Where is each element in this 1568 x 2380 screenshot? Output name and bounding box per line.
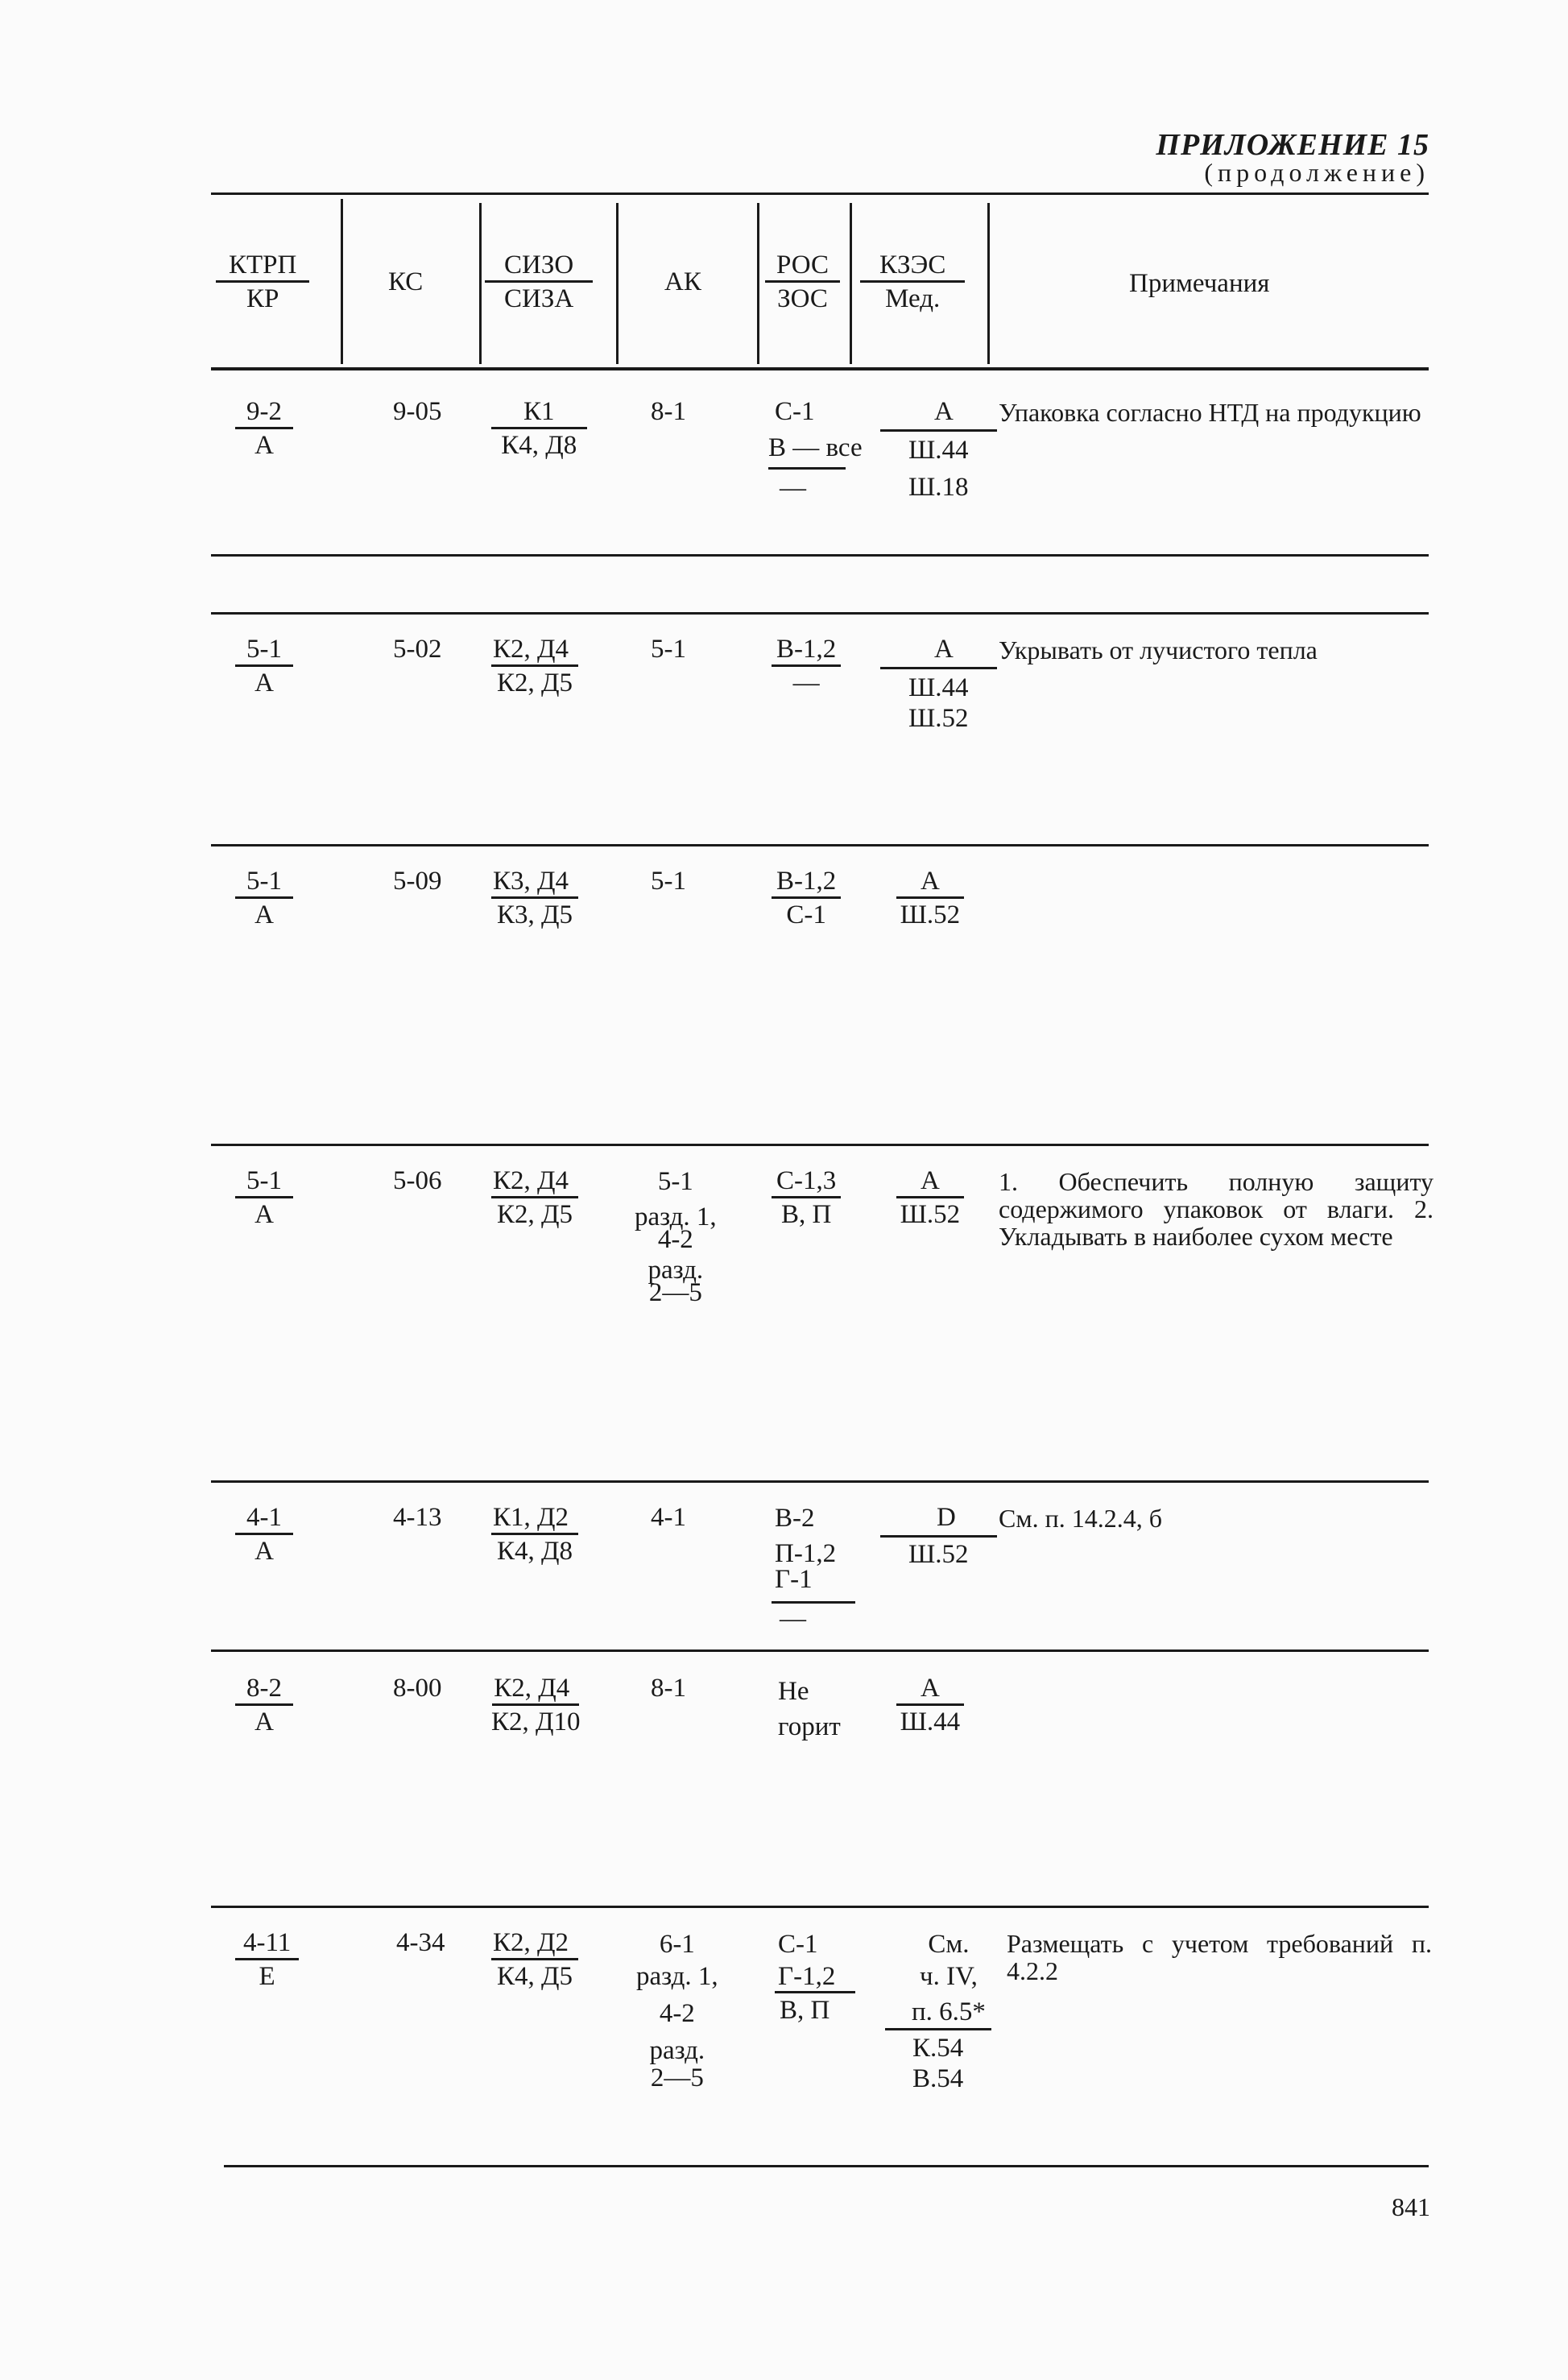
row3-ros: В-1,2	[772, 868, 841, 899]
row3-med: Ш.52	[900, 900, 961, 929]
row5-ros-3: Г-1	[775, 1565, 813, 1594]
row7-kzes	[912, 1928, 986, 2028]
header-ks: КС	[388, 267, 424, 296]
row1-ros: С-1	[775, 397, 815, 426]
row6-ros-1: Не	[778, 1677, 809, 1706]
row7-kr: Е	[259, 1962, 275, 1991]
row3-sizo-siza	[491, 868, 578, 929]
header-separator	[616, 203, 619, 364]
row3-kr: А	[254, 900, 274, 929]
header-ktrp-kr	[216, 252, 309, 313]
row1-zos: —	[780, 474, 806, 503]
row7-note: Размещать с учетом требований п. 4.2.2	[1007, 1929, 1432, 1985]
row2-ks: 5-02	[393, 635, 442, 664]
header-ros: РОС	[765, 252, 840, 283]
row7-ros-1: С-1	[778, 1930, 818, 1959]
row3-bottom-rule	[211, 1144, 1429, 1146]
row4-kzes-med	[896, 1168, 964, 1228]
row4-ks: 5-06	[393, 1166, 442, 1195]
header-separator	[757, 203, 759, 364]
row5-ktrp-kr	[235, 1505, 293, 1565]
row6-kr: А	[254, 1707, 274, 1736]
row2-top-rule	[211, 612, 1429, 615]
row2-med-1: Ш.44	[908, 673, 969, 702]
row4-ak-5: 2—5	[648, 1278, 702, 1307]
header-kzes-med	[860, 252, 965, 313]
row7-ros-rule	[775, 1991, 855, 1993]
row6-kzes-med	[896, 1675, 964, 1736]
row4-ak	[635, 1166, 717, 1308]
row5-kzes-rule	[880, 1535, 997, 1538]
row2-ros-zos	[772, 636, 841, 697]
row1-ktrp: 9-2	[235, 399, 293, 429]
row7-ros	[778, 1928, 835, 1993]
row2-sizo: К2, Д4	[491, 636, 578, 667]
row7-med	[912, 2033, 963, 2094]
row6-siza: К2, Д10	[491, 1707, 581, 1736]
header-kr: КР	[246, 284, 279, 313]
row5-med: Ш.52	[908, 1540, 969, 1569]
row3-zos: С-1	[786, 900, 826, 929]
row4-note: 1. Обеспечить полную защиту содержимого упаковок от влаги. 2. Укладывать в наиболее сухом месте	[999, 1167, 1434, 1251]
header-kzes: КЗЭС	[860, 252, 965, 283]
row4-ros: С-1,3	[772, 1168, 841, 1198]
row7-ak	[636, 1928, 718, 2094]
header-med: Мед.	[885, 284, 941, 313]
row4-sizo-siza	[491, 1168, 578, 1228]
row2-med	[908, 673, 969, 734]
row1-ros-rule	[768, 467, 846, 470]
row1-kzes: А	[934, 397, 954, 426]
row3-kzes-med	[896, 868, 964, 929]
appendix-title: ПРИЛОЖЕНИЕ 15	[1156, 128, 1429, 162]
row5-ros-rule	[772, 1601, 855, 1604]
table-top-rule	[211, 192, 1429, 195]
row7-ktrp: 4-11	[235, 1930, 299, 1960]
header-notes: Примечания	[1129, 269, 1270, 298]
row5-ros-1: В-2	[775, 1504, 815, 1533]
row1-med	[908, 435, 969, 503]
row1-bottom-rule	[211, 554, 1429, 557]
row7-kzes-3: п. 6.5*	[912, 1997, 986, 2026]
row7-bottom-rule	[224, 2165, 1429, 2167]
row5-zos: —	[780, 1604, 806, 1633]
header-sizo: СИЗО	[485, 252, 593, 283]
table-header-bottom-rule	[211, 367, 1429, 370]
row4-ak-1: 5-1	[657, 1167, 693, 1196]
row7-kzes-1: См.	[928, 1930, 970, 1959]
row7-med-2: В.54	[912, 2064, 964, 2093]
row2-ak: 5-1	[651, 635, 686, 664]
row6-bottom-rule	[211, 1906, 1429, 1908]
header-separator	[987, 203, 990, 364]
row1-note: Упаковка согласно НТД на продукцию	[999, 398, 1421, 427]
row2-zos: —	[792, 668, 820, 697]
row1-ak: 8-1	[651, 397, 686, 426]
row2-ros: В-1,2	[772, 636, 841, 667]
header-ros-zos	[765, 252, 840, 313]
row1-sizo: К1	[491, 399, 587, 429]
row3-ktrp: 5-1	[235, 868, 293, 899]
row5-sizo: К1, Д2	[491, 1505, 578, 1535]
row7-sizo-siza	[491, 1930, 578, 1990]
row2-kzes: А	[934, 635, 954, 664]
row6-sizo-siza	[491, 1675, 581, 1736]
row2-kr: А	[254, 668, 274, 697]
row3-ks: 5-09	[393, 867, 442, 896]
row1-ks: 9-05	[393, 397, 442, 426]
row1-med-2: Ш.18	[908, 473, 969, 502]
header-ktrp: КТРП	[216, 252, 309, 283]
row7-ros-2: Г-1,2	[778, 1962, 836, 1991]
row5-ros	[775, 1503, 836, 1595]
row6-med: Ш.44	[900, 1707, 961, 1736]
row7-siza: К4, Д5	[497, 1962, 573, 1991]
header-zos: ЗОС	[777, 284, 828, 313]
row5-ak: 4-1	[651, 1503, 686, 1532]
row5-ks: 4-13	[393, 1503, 442, 1532]
row6-kzes: А	[896, 1675, 964, 1706]
row6-ros-2: горит	[778, 1712, 841, 1741]
row4-ktrp-kr	[235, 1168, 293, 1228]
row5-ros-2: П-1,2	[775, 1539, 837, 1568]
row6-ak: 8-1	[651, 1674, 686, 1703]
row7-ak-2: разд. 1,	[636, 1962, 718, 1991]
row4-ktrp: 5-1	[235, 1168, 293, 1198]
header-sizo-siza	[485, 252, 593, 313]
row4-ak-2: разд. 1,	[635, 1202, 717, 1231]
row6-sizo: К2, Д4	[492, 1675, 579, 1706]
row5-kr: А	[254, 1537, 274, 1566]
row3-siza: К3, Д5	[497, 900, 573, 929]
row5-bottom-rule	[211, 1649, 1429, 1652]
row6-ros	[778, 1674, 841, 1745]
row4-siza: К2, Д5	[497, 1200, 573, 1229]
row2-ktrp-kr	[235, 636, 293, 697]
row5-sizo-siza	[491, 1505, 578, 1565]
row7-ak-1: 6-1	[659, 1930, 695, 1959]
header-separator	[479, 203, 482, 364]
row5-siza: К4, Д8	[497, 1537, 573, 1566]
row5-ktrp: 4-1	[235, 1505, 293, 1535]
row7-ktrp-kr	[235, 1930, 299, 1990]
row7-zos: В, П	[780, 1996, 830, 2025]
row1-siza: К4, Д8	[501, 431, 577, 460]
row4-kr: А	[254, 1200, 274, 1229]
row4-zos: В, П	[780, 1200, 832, 1229]
row1-ktrp-kr	[235, 399, 293, 459]
row1-med-1: Ш.44	[908, 436, 969, 465]
row4-ak-3: 4-2	[657, 1225, 693, 1254]
row3-ros-zos	[772, 868, 841, 929]
row6-ks: 8-00	[393, 1674, 442, 1703]
row6-ktrp-kr	[235, 1675, 293, 1736]
row4-ros-zos	[772, 1168, 841, 1228]
header-separator	[341, 199, 343, 364]
row1-sizo-siza	[491, 399, 587, 459]
row3-ak: 5-1	[651, 867, 686, 896]
header-siza: СИЗА	[504, 284, 574, 313]
row3-ktrp-kr	[235, 868, 293, 929]
row2-bottom-rule	[211, 844, 1429, 846]
row7-sizo: К2, Д2	[491, 1930, 578, 1960]
row2-note: Укрывать от лучистого тепла	[999, 635, 1318, 664]
row7-ak-3: 4-2	[659, 1999, 695, 2028]
row2-ktrp: 5-1	[235, 636, 293, 667]
row7-kzes-rule	[885, 2028, 991, 2030]
header-ak: АК	[664, 267, 701, 296]
appendix-subtitle: (продолжение)	[1204, 158, 1429, 187]
page-number: 841	[1392, 2192, 1430, 2221]
row6-ktrp: 8-2	[235, 1675, 293, 1706]
header-separator	[850, 203, 852, 364]
row2-med-2: Ш.52	[908, 704, 969, 733]
row3-kzes: А	[896, 868, 964, 899]
row7-ak-4: разд.	[649, 2036, 705, 2065]
row1-ros2: В — все	[768, 433, 863, 462]
row7-ks: 4-34	[396, 1928, 445, 1957]
row2-siza: К2, Д5	[497, 668, 573, 697]
row7-med-1: К.54	[912, 2034, 964, 2063]
row2-sizo-siza	[491, 636, 578, 697]
row4-med: Ш.52	[900, 1200, 961, 1229]
row5-note: См. п. 14.2.4, б	[999, 1504, 1162, 1533]
row4-ak-4: разд.	[647, 1256, 704, 1285]
row5-kzes: D	[937, 1503, 956, 1532]
row3-sizo: К3, Д4	[491, 868, 578, 899]
row4-bottom-rule	[211, 1480, 1429, 1483]
row7-ak-5: 2—5	[650, 2063, 704, 2092]
row7-kzes-2: ч. IV,	[920, 1962, 978, 1991]
row1-kzes-rule	[880, 429, 997, 432]
row2-kzes-rule	[880, 667, 997, 669]
row1-kr: А	[254, 431, 274, 460]
row4-kzes: А	[896, 1168, 964, 1198]
row4-sizo: К2, Д4	[491, 1168, 578, 1198]
